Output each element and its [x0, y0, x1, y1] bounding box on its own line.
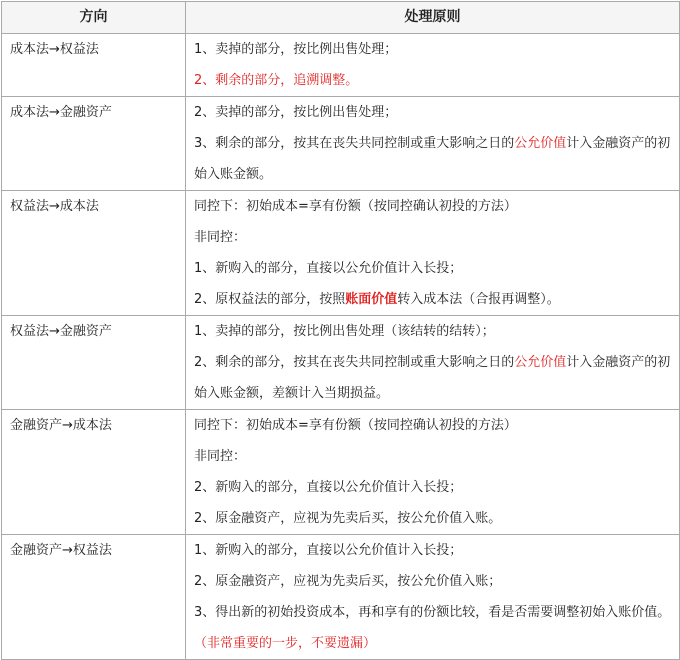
- direction-cell: 权益法→金融资产: [2, 316, 186, 410]
- principle-line: 2、原金融资产，应视为先卖后买，按公允价值入账；: [194, 574, 502, 589]
- header-direction: 方向: [2, 2, 186, 34]
- principle-line: [194, 597, 671, 659]
- highlight-text: （非常重要的一步，不要遗漏）: [194, 636, 377, 651]
- principle-line: 2、原金融资产，应视为先卖后买，按公允价值入账。: [194, 511, 502, 526]
- principle-line: 非同控：: [194, 230, 247, 245]
- direction-cell: 权益法→成本法: [2, 191, 186, 316]
- principle-cell: [186, 410, 680, 535]
- table-row: [2, 34, 680, 97]
- principle-line: 1、新购入的部分，直接以公允价值计入长投；: [194, 261, 463, 276]
- principle-line: 1、新购入的部分，直接以公允价值计入长投；: [194, 543, 463, 558]
- table-body: [2, 34, 680, 660]
- highlight-text: 公允价值: [514, 136, 567, 151]
- table-row: [2, 191, 680, 316]
- principle-cell: [186, 34, 680, 97]
- principle-text: 计入金融资产的初始入账金额，差额计入当期损益。: [194, 355, 671, 401]
- principle-cell: [186, 316, 680, 410]
- principle-line: 2、新购入的部分，直接以公允价值计入长投；: [194, 480, 463, 495]
- principle-text: 计入金融资产的初始入账金额。: [194, 136, 671, 182]
- principle-line: [194, 347, 671, 409]
- table-row: [2, 535, 680, 660]
- direction-cell: 成本法→金融资产: [2, 97, 186, 191]
- table-row: [2, 97, 680, 191]
- principle-cell: [186, 97, 680, 191]
- header-principle: 处理原则: [186, 2, 680, 34]
- principle-line: [194, 128, 671, 190]
- principle-cell: [186, 191, 680, 316]
- principle-line: 同控下：初始成本=享有份额（按同控确认初投的方法）: [194, 199, 517, 214]
- principle-line: [194, 284, 671, 315]
- principle-text: 3、得出新的初始投资成本，再和享有的份额比较，看是否需要调整初始入账价值。: [194, 605, 671, 620]
- principle-line: 2、剩余的部分，追溯调整。: [194, 73, 359, 88]
- principle-line: 1、卖掉的部分，按比例出售处理（该结转的结转）；: [194, 324, 495, 339]
- table-row: [2, 316, 680, 410]
- principle-line: 1、卖掉的部分，按比例出售处理；: [194, 42, 398, 57]
- transition-table: [1, 1, 680, 660]
- direction-cell: 成本法→权益法: [2, 34, 186, 97]
- highlight-text: 公允价值: [514, 355, 567, 370]
- principle-line: 非同控：: [194, 449, 247, 464]
- table-row: [2, 410, 680, 535]
- principle-text: 3、剩余的部分，按其在丧失共同控制或重大影响之日的: [194, 136, 515, 151]
- principle-text: 2、剩余的部分，按其在丧失共同控制或重大影响之日的: [194, 355, 515, 370]
- direction-cell: 金融资产→权益法: [2, 535, 186, 660]
- principle-text: 转入成本法（合报再调整）。: [397, 292, 560, 307]
- table-header-row: [2, 2, 680, 34]
- principle-text: 2、原权益法的部分，按照: [194, 292, 346, 307]
- principle-cell: [186, 535, 680, 660]
- highlight-text: 账面价值: [345, 292, 398, 307]
- principle-line: 2、卖掉的部分，按比例出售处理；: [194, 105, 398, 120]
- principle-line: 同控下：初始成本=享有份额（按同控确认初投的方法）: [194, 418, 517, 433]
- direction-cell: 金融资产→成本法: [2, 410, 186, 535]
